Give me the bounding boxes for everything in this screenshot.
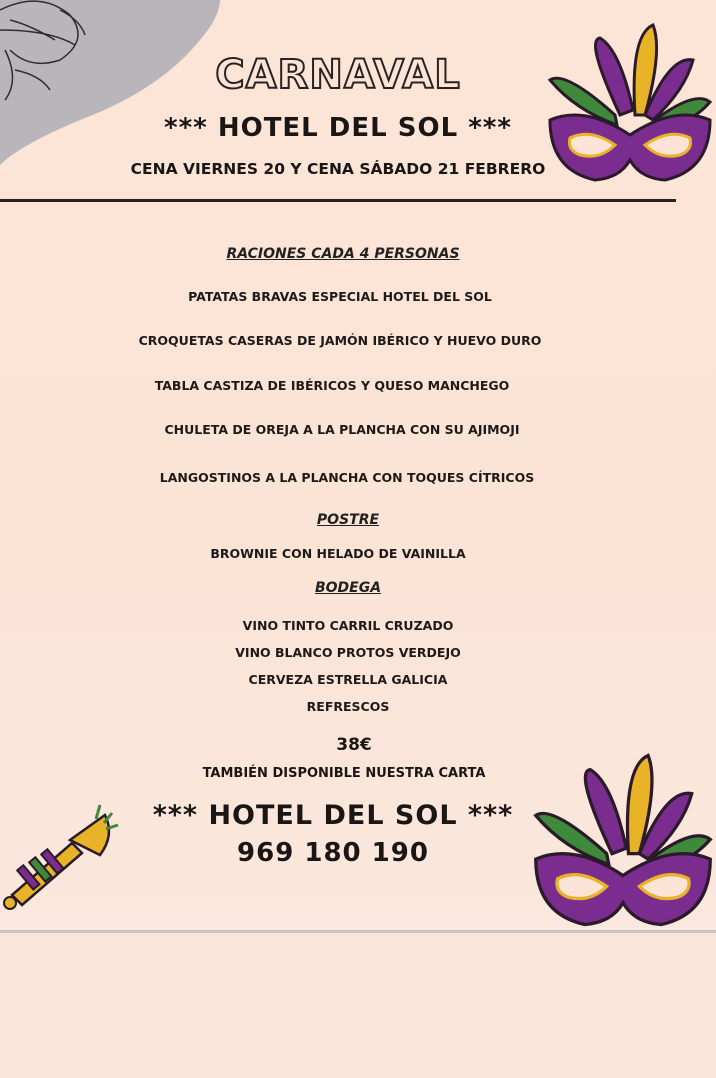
bottom-band — [0, 930, 716, 1078]
menu-item: TABLA CASTIZA DE IBÉRICOS Y QUESO MANCHEGO — [154, 378, 510, 393]
also-available-note: TAMBIÉN DISPONIBLE NUESTRA CARTA — [202, 766, 486, 781]
section-title-raciones: RACIONES CADA 4 PERSONAS — [226, 246, 460, 262]
hotel-name-header: *** HOTEL DEL SOL *** — [163, 113, 513, 143]
menu-item: PATATAS BRAVAS ESPECIAL HOTEL DEL SOL — [188, 289, 492, 304]
menu-item: CERVEZA ESTRELLA GALICIA — [248, 672, 448, 687]
menu-item: BROWNIE CON HELADO DE VAINILLA — [210, 546, 466, 561]
section-title-bodega: BODEGA — [314, 580, 382, 596]
price: 38€ — [336, 735, 372, 755]
menu-item: VINO BLANCO PROTOS VERDEJO — [235, 645, 461, 660]
menu-item: LANGOSTINOS A LA PLANCHA CON TOQUES CÍTRICOS — [159, 470, 535, 485]
section-title-postre: POSTRE — [316, 512, 380, 528]
phone-number: 969 180 190 — [237, 838, 429, 868]
hotel-name-footer: *** HOTEL DEL SOL *** — [152, 800, 514, 831]
divider — [0, 199, 676, 202]
menu-item: CHULETA DE OREJA A LA PLANCHA CON SU AJIMOJI — [164, 422, 520, 437]
event-dates: CENA VIERNES 20 Y CENA SÁBADO 21 FEBRERO — [130, 160, 546, 178]
menu-item: REFRESCOS — [306, 699, 390, 714]
menu-item: VINO TINTO CARRIL CRUZADO — [242, 618, 454, 633]
page-title: CARNAVAL — [215, 52, 461, 98]
menu-item: CROQUETAS CASERAS DE JAMÓN IBÉRICO Y HUEVO DURO — [138, 333, 542, 348]
